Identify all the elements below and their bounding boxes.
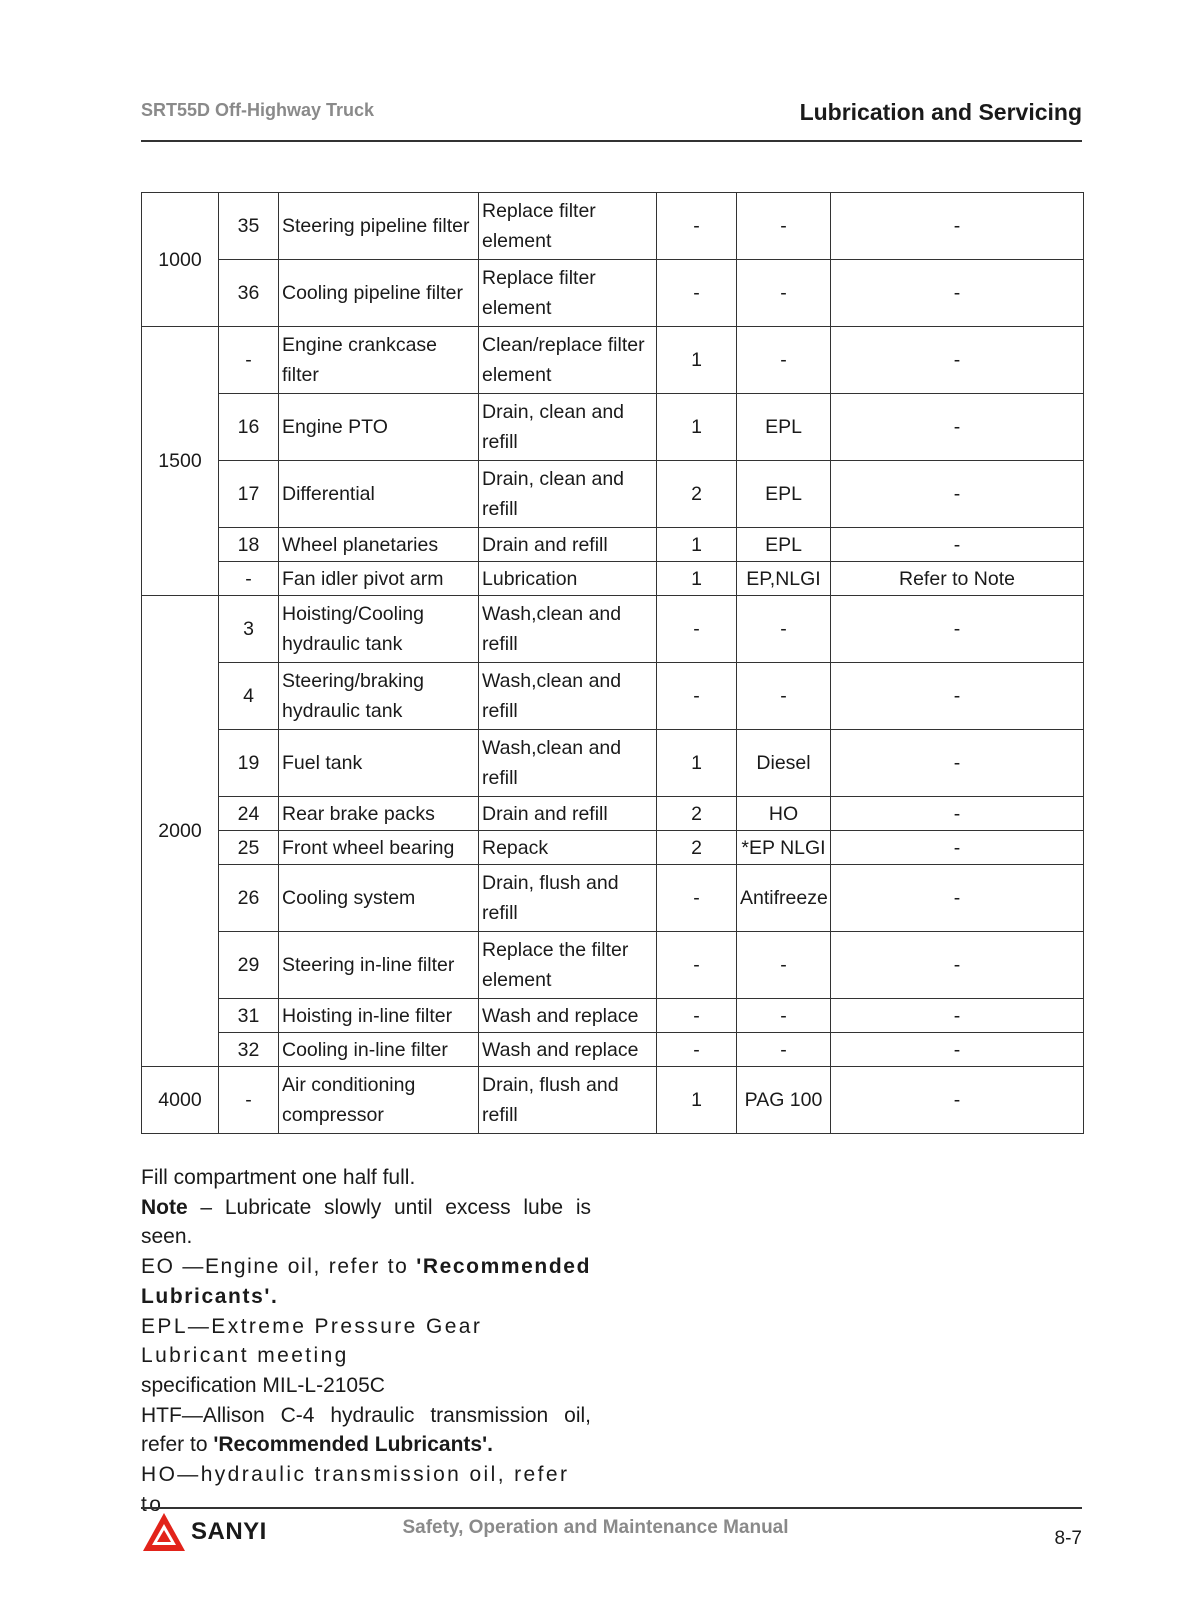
note-label: Note <box>141 1195 188 1219</box>
lubricant: - <box>737 596 831 663</box>
hours-cell: 1500 <box>142 327 219 596</box>
eo-note <box>141 1252 591 1311</box>
service-action: Lubrication <box>479 562 657 596</box>
points-count: - <box>657 932 737 999</box>
item-name: Engine crankcase filter <box>279 327 479 394</box>
table-row <box>142 730 1084 797</box>
item-name: Steering pipeline filter <box>279 193 479 260</box>
hours-cell: 2000 <box>142 596 219 1067</box>
brand-name: SANYI <box>191 1518 267 1545</box>
remark: - <box>831 663 1084 730</box>
table-row <box>142 999 1084 1033</box>
service-action: Wash and replace <box>479 1033 657 1067</box>
points-count: 2 <box>657 461 737 528</box>
table-row <box>142 663 1084 730</box>
section-title: Lubrication and Servicing <box>799 99 1082 125</box>
item-name: Fuel tank <box>279 730 479 797</box>
service-action: Clean/replace filter element <box>479 327 657 394</box>
lubricant: EPL <box>737 528 831 562</box>
hours-cell: 1000 <box>142 193 219 327</box>
points-count: - <box>657 999 737 1033</box>
item-name: Cooling system <box>279 865 479 932</box>
header-divider <box>141 140 1082 142</box>
item-name: Wheel planetaries <box>279 528 479 562</box>
service-action: Replace the filter element <box>479 932 657 999</box>
lubrication-table <box>141 192 1084 1134</box>
remark: - <box>831 831 1084 865</box>
points-count: 1 <box>657 730 737 797</box>
remark: - <box>831 1033 1084 1067</box>
table-row <box>142 1033 1084 1067</box>
remark: - <box>831 394 1084 461</box>
points-count: 2 <box>657 831 737 865</box>
service-action: Wash and replace <box>479 999 657 1033</box>
htf-reference: 'Recommended Lubricants'. <box>213 1433 493 1457</box>
item-name: Front wheel bearing <box>279 831 479 865</box>
remark: - <box>831 730 1084 797</box>
service-action: Repack <box>479 831 657 865</box>
table-row <box>142 831 1084 865</box>
item-number: 35 <box>219 193 279 260</box>
item-number: 36 <box>219 260 279 327</box>
lubricant: - <box>737 1033 831 1067</box>
service-action: Replace filter element <box>479 193 657 260</box>
service-action: Wash,clean and refill <box>479 663 657 730</box>
remark: - <box>831 932 1084 999</box>
item-number: 29 <box>219 932 279 999</box>
remark: - <box>831 260 1084 327</box>
table-row <box>142 1067 1084 1134</box>
ho-note: HO—hydraulic transmission oil, refer to <box>141 1463 570 1516</box>
item-name: Hoisting in-line filter <box>279 999 479 1033</box>
lubricant: Antifreeze <box>737 865 831 932</box>
remark: Refer to Note <box>831 562 1084 596</box>
remark: - <box>831 461 1084 528</box>
lubricant: EPL <box>737 394 831 461</box>
eo-text: EO —Engine oil, refer to <box>141 1255 417 1279</box>
table-row <box>142 327 1084 394</box>
spec-note: specification MIL-L-2105C <box>141 1373 385 1397</box>
item-name: Cooling in-line filter <box>279 1033 479 1067</box>
item-name: Steering in-line filter <box>279 932 479 999</box>
lubricant: Diesel <box>737 730 831 797</box>
fill-note: Fill compartment one half full. <box>141 1166 416 1189</box>
manual-title: Safety, Operation and Maintenance Manual <box>402 1517 789 1538</box>
item-name: Differential <box>279 461 479 528</box>
table-row <box>142 596 1084 663</box>
note-text: – Lubricate slowly until excess lube is seen. <box>141 1195 591 1249</box>
remark: - <box>831 1067 1084 1134</box>
lubricant: - <box>737 260 831 327</box>
service-action: Drain, flush and refill <box>479 1067 657 1134</box>
service-action: Drain and refill <box>479 797 657 831</box>
item-number: 26 <box>219 865 279 932</box>
notes-block <box>141 1163 591 1519</box>
table-row <box>142 562 1084 596</box>
service-action: Drain, clean and refill <box>479 461 657 528</box>
item-number: 24 <box>219 797 279 831</box>
epl-note: EPL—Extreme Pressure Gear Lubricant meeting <box>141 1314 483 1368</box>
item-name: Air conditioning compressor <box>279 1067 479 1134</box>
item-number: 3 <box>219 596 279 663</box>
table-row <box>142 394 1084 461</box>
item-number: 4 <box>219 663 279 730</box>
remark: - <box>831 797 1084 831</box>
service-action: Wash,clean and refill <box>479 730 657 797</box>
points-count: - <box>657 260 737 327</box>
table-row <box>142 797 1084 831</box>
eo-reference: 'Recommended Lubricants'. <box>141 1255 591 1308</box>
lubricate-note <box>141 1193 591 1252</box>
lubricant: - <box>737 193 831 260</box>
hours-cell: 4000 <box>142 1067 219 1134</box>
points-count: - <box>657 865 737 932</box>
item-name: Fan idler pivot arm <box>279 562 479 596</box>
table-row <box>142 932 1084 999</box>
doc-title: SRT55D Off-Highway Truck <box>141 100 375 120</box>
item-number: - <box>219 1067 279 1134</box>
lubricant: PAG 100 <box>737 1067 831 1134</box>
item-name: Rear brake packs <box>279 797 479 831</box>
item-number: 19 <box>219 730 279 797</box>
points-count: 1 <box>657 528 737 562</box>
remark: - <box>831 327 1084 394</box>
remark: - <box>831 528 1084 562</box>
points-count: 1 <box>657 1067 737 1134</box>
item-number: - <box>219 562 279 596</box>
item-number: 25 <box>219 831 279 865</box>
lubricant: - <box>737 999 831 1033</box>
item-number: 32 <box>219 1033 279 1067</box>
points-count: - <box>657 663 737 730</box>
item-name: Hoisting/Cooling hydraulic tank <box>279 596 479 663</box>
table-row <box>142 260 1084 327</box>
remark: - <box>831 865 1084 932</box>
points-count: 2 <box>657 797 737 831</box>
lubricant: - <box>737 932 831 999</box>
item-number: - <box>219 327 279 394</box>
item-number: 17 <box>219 461 279 528</box>
item-number: 16 <box>219 394 279 461</box>
table-row <box>142 461 1084 528</box>
htf-text: HTF—Allison C-4 hydraulic transmission oil, refer to <box>141 1403 591 1457</box>
item-name: Cooling pipeline filter <box>279 260 479 327</box>
item-name: Engine PTO <box>279 394 479 461</box>
service-action: Wash,clean and refill <box>479 596 657 663</box>
points-count: - <box>657 193 737 260</box>
points-count: 1 <box>657 327 737 394</box>
table-row <box>142 528 1084 562</box>
points-count: - <box>657 1033 737 1067</box>
item-name: Steering/braking hydraulic tank <box>279 663 479 730</box>
points-count: - <box>657 596 737 663</box>
remark: - <box>831 193 1084 260</box>
table-row <box>142 865 1084 932</box>
htf-note <box>141 1401 591 1460</box>
points-count: 1 <box>657 394 737 461</box>
item-number: 18 <box>219 528 279 562</box>
remark: - <box>831 596 1084 663</box>
item-number: 31 <box>219 999 279 1033</box>
lubricant: - <box>737 327 831 394</box>
lubricant: - <box>737 663 831 730</box>
service-action: Drain and refill <box>479 528 657 562</box>
remark: - <box>831 999 1084 1033</box>
lubricant: EPL <box>737 461 831 528</box>
lubricant: EP,NLGI <box>737 562 831 596</box>
lubricant: *EP NLGI <box>737 831 831 865</box>
footer-divider <box>141 1507 1082 1509</box>
points-count: 1 <box>657 562 737 596</box>
service-action: Replace filter element <box>479 260 657 327</box>
service-action: Drain, flush and refill <box>479 865 657 932</box>
page-number: 8-7 <box>1054 1528 1082 1549</box>
lubricant: HO <box>737 797 831 831</box>
table-row <box>142 193 1084 260</box>
service-action: Drain, clean and refill <box>479 394 657 461</box>
